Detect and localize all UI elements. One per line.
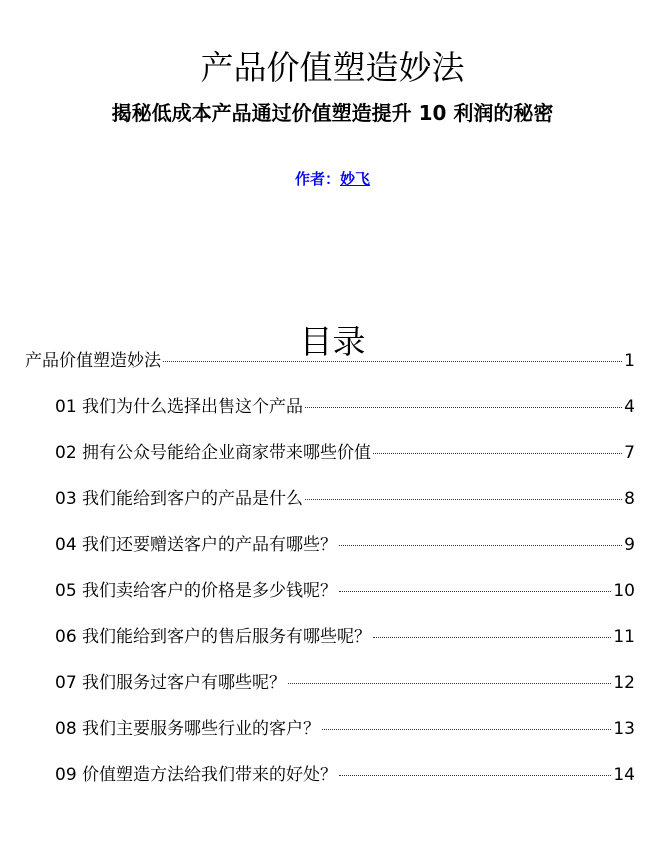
toc-entry-08[interactable]: [55, 717, 635, 741]
toc-entry-04[interactable]: [55, 533, 635, 557]
toc-entry-text: 02 拥有公众号能给企业商家带来哪些价值: [55, 443, 372, 463]
toc-page-number: 12: [613, 673, 635, 693]
toc-entry-main-title[interactable]: [25, 349, 635, 373]
toc-entry-06[interactable]: [55, 625, 635, 649]
toc-dot-leader: [305, 498, 622, 500]
toc-entry-03[interactable]: [55, 487, 635, 511]
toc-dot-leader: [339, 774, 611, 776]
toc-entry-text: 04 我们还要赠送客户的产品有哪些？: [55, 535, 338, 555]
toc-dot-leader: [322, 728, 611, 730]
toc-page-number: 7: [624, 443, 635, 463]
toc-page-number: 4: [624, 397, 635, 417]
toc-dot-leader: [373, 452, 622, 454]
document-title: 产品价值塑造妙法: [200, 48, 465, 88]
toc-page-number: 8: [624, 489, 635, 509]
toc-dot-leader: [373, 636, 611, 638]
author-line: [0, 168, 665, 190]
toc-dot-leader: [305, 406, 622, 408]
toc-entry-text: 09 价值塑造方法给我们带来的好处？: [55, 765, 338, 785]
author-link[interactable]: 妙飞: [340, 170, 371, 188]
toc-page-number: 9: [624, 535, 635, 555]
toc-entry-07[interactable]: [55, 671, 635, 695]
toc-entry-05[interactable]: [55, 579, 635, 603]
toc-entry-01[interactable]: [55, 395, 635, 419]
toc-dot-leader: [339, 544, 622, 546]
author-label: 作者：: [294, 170, 340, 188]
toc-dot-leader: [288, 682, 611, 684]
document-subtitle: 揭秘低成本产品通过价值塑造提升 10 利润的秘密: [111, 101, 554, 125]
toc-page-number: 11: [613, 627, 635, 647]
toc-entry-02[interactable]: [55, 441, 635, 465]
toc-entry-text: 06 我们能给到客户的售后服务有哪些呢？: [55, 627, 372, 647]
toc-page-number: 10: [613, 581, 635, 601]
toc-dot-leader: [339, 590, 611, 592]
toc-entry-09[interactable]: [55, 763, 635, 787]
toc-page-number: 14: [613, 765, 635, 785]
toc-dot-leader: [163, 360, 622, 362]
toc-entry-text: 01 我们为什么选择出售这个产品: [55, 397, 304, 417]
toc-entry-text: 07 我们服务过客户有哪些呢？: [55, 673, 287, 693]
toc-page-number: 13: [613, 719, 635, 739]
toc-entry-text: 03 我们能给到客户的产品是什么: [55, 489, 304, 509]
toc-entry-text: 05 我们卖给客户的价格是多少钱呢？: [55, 581, 338, 601]
toc-page-number: 1: [624, 351, 635, 371]
toc-entry-text: 08 我们主要服务哪些行业的客户？: [55, 719, 321, 739]
toc-entry-text: 产品价值塑造妙法: [25, 351, 161, 371]
toc-heading: 目录: [299, 322, 366, 362]
